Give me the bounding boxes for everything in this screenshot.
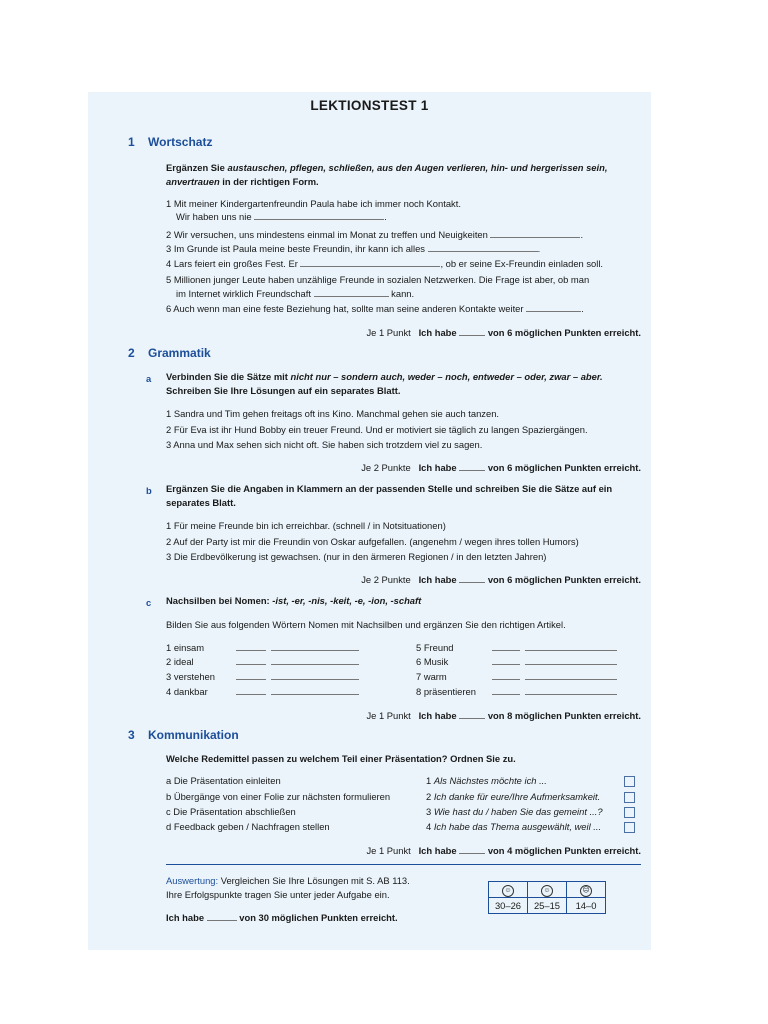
instr-text: Verbinden Sie die Sätze mit	[166, 371, 291, 382]
word-label: 5 Freund	[416, 642, 454, 653]
phase-item: c Die Präsentation abschließen	[166, 806, 296, 817]
item-text: , ob er seine Ex-Freundin einladen soll.	[440, 258, 604, 269]
instr-text: in der richtigen Form.	[219, 176, 319, 187]
grammatik-b-score	[361, 573, 641, 585]
phrase-text: Als Nächstes möchte ich ...	[433, 775, 547, 786]
phase-item: b Übergänge von einer Folie zur nächsten formulieren	[166, 791, 391, 802]
answer-checkbox[interactable]	[624, 776, 635, 787]
rating-cell	[489, 882, 528, 898]
evaluation-label: Auswertung:	[166, 875, 219, 886]
page-title: LEKTIONSTEST 1	[310, 98, 429, 113]
instr-text: separates Blatt.	[166, 497, 236, 508]
item-text: kann.	[391, 288, 415, 299]
score-label: von 6 möglichen Punkten erreicht.	[487, 462, 641, 473]
answer-blank[interactable]	[254, 210, 384, 220]
divider	[166, 864, 641, 865]
kommunikation-instruction: Welche Redemittel passen zu welchem Teil einer Präsentation? Ordnen Sie zu.	[166, 753, 516, 764]
article-blank[interactable]	[236, 685, 266, 695]
noun-blank[interactable]	[271, 655, 359, 665]
section-number: 1	[128, 135, 135, 149]
article-blank[interactable]	[492, 685, 520, 695]
noun-blank[interactable]	[271, 641, 359, 651]
phrase-item	[426, 821, 601, 832]
instr-words: nicht nur – sondern auch, weder – noch, entweder – oder, zwar – aber.	[290, 371, 603, 382]
phrase-number: 3	[426, 806, 432, 817]
wortschatz-item-5: 5 Millionen junger Leute haben unzählige Freunde in sozialen Netzwerken. Die Frage ist aber, ob man	[166, 274, 590, 285]
item-text: 2 Wir versuchen, uns mindestens einmal im Monat zu treffen und Neuigkeiten	[166, 229, 488, 240]
rating-table	[488, 881, 606, 914]
wortschatz-instruction	[166, 161, 646, 189]
rating-ranges-row	[489, 898, 606, 914]
score-label: von 30 möglichen Punkten erreicht.	[239, 912, 398, 923]
grammatik-c-score	[366, 709, 641, 721]
item-text: Wir haben uns nie	[176, 211, 252, 222]
section-title: Wortschatz	[148, 135, 213, 149]
grammatik-a-item-3: 3 Anna und Max sehen sich nicht oft. Sie haben sich trotzdem viel zu sagen.	[166, 439, 483, 450]
phase-item: d Feedback geben / Nachfragen stellen	[166, 821, 330, 832]
word-label: 8 präsentieren	[416, 686, 476, 697]
word-item	[416, 685, 617, 697]
rating-cell	[567, 882, 606, 898]
item-text: 4 Lars feiert ein großes Fest. Er	[166, 258, 298, 269]
article-blank[interactable]	[236, 655, 266, 665]
phrase-item	[426, 775, 547, 786]
grammatik-c-instruction-2: Bilden Sie aus folgenden Wörtern Nomen mit Nachsilben und ergänzen Sie den richtigen Artikel.	[166, 619, 566, 630]
score-blank[interactable]	[459, 844, 485, 854]
item-text: 6 Auch wenn man eine feste Beziehung hat, sollte man seine anderen Kontakte weiter	[166, 303, 524, 314]
wortschatz-item-4	[166, 257, 603, 270]
wortschatz-item-5b	[176, 287, 414, 300]
answer-checkbox[interactable]	[624, 792, 635, 803]
noun-blank[interactable]	[271, 685, 359, 695]
score-prefix: Je 2 Punkte	[361, 574, 411, 585]
instr-text: Nachsilben bei Nomen:	[166, 595, 273, 606]
phrase-text: Ich habe das Thema ausgewählt, weil ...	[433, 821, 602, 832]
score-blank[interactable]	[459, 709, 485, 719]
kommunikation-score	[366, 844, 641, 856]
article-blank[interactable]	[236, 670, 266, 680]
answer-blank[interactable]	[490, 228, 580, 238]
rating-cell	[528, 882, 567, 898]
noun-blank[interactable]	[525, 655, 617, 665]
section-number: 2	[128, 346, 135, 360]
article-blank[interactable]	[236, 641, 266, 651]
word-label: 6 Musik	[416, 656, 449, 667]
score-label: Ich habe	[418, 462, 457, 473]
score-label: Ich habe	[166, 912, 205, 923]
section-title: Grammatik	[148, 346, 211, 360]
article-blank[interactable]	[492, 670, 520, 680]
score-prefix: Je 1 Punkt	[366, 710, 411, 721]
noun-blank[interactable]	[525, 641, 617, 651]
grammatik-a-item-2: 2 Für Eva ist ihr Hund Bobby ein treuer Freund. Und er motiviert sie täglich zu langen Spaziergängen.	[166, 424, 588, 435]
word-item	[416, 670, 617, 682]
answer-blank[interactable]	[300, 257, 440, 267]
noun-blank[interactable]	[271, 670, 359, 680]
phrase-number: 4	[426, 821, 432, 832]
score-prefix: Je 2 Punkte	[361, 462, 411, 473]
grammatik-b-item-1: 1 Für meine Freunde bin ich erreichbar. (schnell / in Notsituationen)	[166, 520, 446, 531]
score-label: Ich habe	[418, 327, 457, 338]
section-number: 3	[128, 728, 135, 742]
word-item	[416, 641, 617, 653]
section-title: Kommunikation	[148, 728, 239, 742]
subtask-label-b: b	[146, 485, 152, 496]
item-text: 3 Im Grunde ist Paula meine beste Freundin, ihr kann ich alles	[166, 243, 425, 254]
grammatik-b-instruction	[166, 482, 646, 510]
article-blank[interactable]	[492, 655, 520, 665]
score-label: Ich habe	[418, 574, 457, 585]
score-prefix: Je 1 Punkt	[366, 845, 411, 856]
rating-range: 25–15	[528, 898, 567, 914]
word-item	[166, 670, 359, 682]
score-label: von 6 möglichen Punkten erreicht.	[487, 327, 641, 338]
word-label: 7 warm	[416, 671, 447, 682]
grammatik-a-instruction	[166, 370, 646, 398]
happy-face-icon: ☺	[502, 885, 514, 897]
answer-blank[interactable]	[428, 242, 538, 252]
noun-blank[interactable]	[525, 685, 617, 695]
word-label: 3 verstehen	[166, 671, 215, 682]
noun-blank[interactable]	[525, 670, 617, 680]
phrase-number: 1	[426, 775, 432, 786]
article-blank[interactable]	[492, 641, 520, 651]
word-label: 1 einsam	[166, 642, 205, 653]
wortschatz-score	[366, 326, 641, 338]
wortschatz-item-2: 2 Wir versuchen, uns mindestens einmal im Monat zu treffen und Neuigkeiten .	[166, 229, 584, 240]
item-text: im Internet wirklich Freundschaft	[176, 288, 311, 299]
answer-checkbox[interactable]	[624, 807, 635, 818]
total-score	[166, 911, 398, 923]
worksheet-page	[88, 92, 651, 950]
instr-words: austauschen, pflegen, schließen, aus den Augen verlieren, hin- und hergerissen sein, anvertrauen	[166, 162, 608, 187]
score-blank[interactable]	[459, 326, 485, 336]
instr-text: Schreiben Sie Ihre Lösungen auf ein separates Blatt.	[166, 385, 401, 396]
sad-face-icon: ☹	[580, 885, 592, 897]
grammatik-a-item-1: 1 Sandra und Tim gehen freitags oft ins Kino. Manchmal gehen sie auch tanzen.	[166, 408, 500, 419]
word-label: 4 dankbar	[166, 686, 208, 697]
phrase-number: 2	[426, 791, 432, 802]
instr-words: -ist, -er, -nis, -keit, -e, -ion, -schaft	[272, 595, 422, 606]
wortschatz-item-1: 1 Mit meiner Kindergartenfreundin Paula habe ich immer noch Kontakt.	[166, 198, 461, 209]
score-blank[interactable]	[459, 573, 485, 583]
score-label: Ich habe	[418, 845, 457, 856]
score-label: von 4 möglichen Punkten erreicht.	[487, 845, 641, 856]
rating-range: 14–0	[567, 898, 606, 914]
score-label: von 8 möglichen Punkten erreicht.	[487, 710, 641, 721]
rating-faces-row	[489, 882, 606, 898]
wortschatz-item-6: 6 Auch wenn man eine feste Beziehung hat, sollte man seine anderen Kontakte weiter .	[166, 303, 584, 314]
answer-checkbox[interactable]	[624, 822, 635, 833]
grammatik-a-score	[361, 461, 641, 473]
word-item	[166, 655, 359, 667]
wortschatz-item-1b: Wir haben uns nie .	[176, 211, 387, 222]
grammatik-b-item-2: 2 Auf der Party ist mir die Freundin von Oskar aufgefallen. (angenehm / wegen ihres tollen Humors)	[166, 536, 579, 547]
score-prefix: Je 1 Punkt	[366, 327, 411, 338]
phase-item: a Die Präsentation einleiten	[166, 775, 281, 786]
score-blank[interactable]	[207, 911, 237, 921]
word-item	[416, 655, 617, 667]
grammatik-b-item-3: 3 Die Erdbevölkerung ist gewachsen. (nur in den ärmeren Regionen / in den letzten Jahren)	[166, 551, 547, 562]
phrase-item	[426, 791, 600, 802]
answer-blank[interactable]	[526, 302, 581, 312]
phrase-text: Wie hast du / haben Sie das gemeint ...?	[433, 806, 603, 817]
score-label: Ich habe	[418, 710, 457, 721]
phrase-text: Ich danke für eure/Ihre Aufmerksamkeit.	[433, 791, 601, 802]
subtask-label-a: a	[146, 373, 152, 384]
grammatik-c-instruction	[166, 594, 646, 608]
evaluation-text	[166, 875, 410, 886]
phrase-item	[426, 806, 603, 817]
rating-range: 30–26	[489, 898, 528, 914]
instr-text: Ergänzen Sie die Angaben in Klammern an der passenden Stelle und schreiben Sie die Sätze auf ein	[166, 483, 613, 494]
word-item	[166, 641, 359, 653]
word-item	[166, 685, 359, 697]
instr-text: Ergänzen Sie	[166, 162, 228, 173]
score-label: von 6 möglichen Punkten erreicht.	[487, 574, 641, 585]
neutral-face-icon: ☺	[541, 885, 553, 897]
evaluation-line: Vergleichen Sie Ihre Lösungen mit S. AB 113.	[218, 875, 410, 886]
evaluation-text-2: Ihre Erfolgspunkte tragen Sie unter jeder Aufgabe ein.	[166, 889, 390, 900]
word-label: 2 ideal	[166, 656, 194, 667]
score-blank[interactable]	[459, 461, 485, 471]
answer-blank[interactable]	[314, 287, 389, 297]
wortschatz-item-3: 3 Im Grunde ist Paula meine beste Freundin, ihr kann ich alles .	[166, 243, 541, 254]
subtask-label-c: c	[146, 597, 152, 608]
